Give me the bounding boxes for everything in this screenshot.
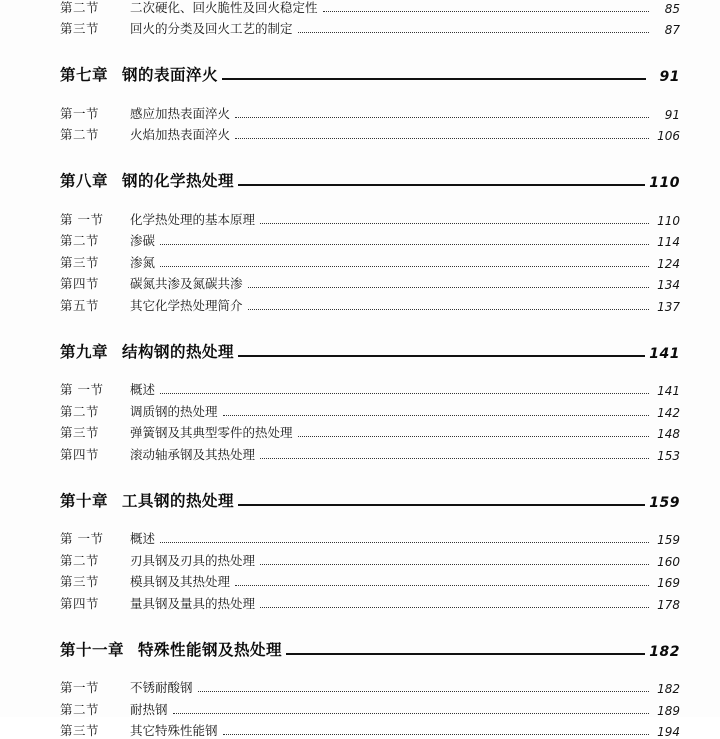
leader-dots <box>173 713 649 714</box>
leader-dots <box>235 585 649 586</box>
section-number: 第 一节 <box>60 210 122 228</box>
section-page: 153 <box>654 449 680 463</box>
section-title: 其它化学热处理简介 <box>130 296 243 314</box>
section-title: 渗碳 <box>130 231 155 249</box>
toc-section-row[interactable] <box>60 675 680 697</box>
section-number: 第四节 <box>60 274 122 292</box>
section-page: 106 <box>654 129 680 143</box>
leader-dots <box>223 734 649 735</box>
leader-rule <box>238 184 645 186</box>
chapter-page: 159 <box>649 495 680 511</box>
chapter-number: 第十章 <box>60 489 108 511</box>
section-number: 第二节 <box>60 0 122 16</box>
leader-rule <box>238 355 645 357</box>
section-page: 137 <box>654 300 680 314</box>
toc-section-row[interactable] <box>60 398 680 420</box>
section-title: 感应加热表面淬火 <box>130 104 230 122</box>
section-number: 第五节 <box>60 296 122 314</box>
chapter-page: 141 <box>649 346 680 362</box>
toc-section-row[interactable] <box>60 271 680 293</box>
leader-dots <box>323 11 649 12</box>
section-title: 调质钢的热处理 <box>130 402 218 420</box>
section-page: 110 <box>654 214 680 228</box>
section-title: 模具钢及其热处理 <box>130 572 230 590</box>
leader-dots <box>160 542 649 543</box>
section-title: 弹簧钢及其典型零件的热处理 <box>130 423 293 441</box>
section-number: 第四节 <box>60 594 122 612</box>
section-page: 114 <box>654 235 680 249</box>
section-page: 148 <box>654 427 680 441</box>
section-title: 滚动轴承钢及其热处理 <box>130 445 255 463</box>
section-number: 第三节 <box>60 721 122 739</box>
section-number: 第一节 <box>60 104 122 122</box>
spacer <box>60 191 680 206</box>
toc-partial-top-group <box>60 0 680 37</box>
spacer <box>60 85 680 100</box>
section-number: 第 一节 <box>60 529 122 547</box>
leader-rule <box>222 78 646 80</box>
toc-section-row[interactable] <box>60 206 680 228</box>
toc-chapter-row[interactable] <box>60 638 680 660</box>
chapter-page: 91 <box>650 69 680 85</box>
leader-dots <box>223 415 649 416</box>
section-number: 第三节 <box>60 253 122 271</box>
section-page: 85 <box>654 2 680 16</box>
section-page: 141 <box>654 384 680 398</box>
leader-dots <box>248 309 649 310</box>
section-number: 第三节 <box>60 19 122 37</box>
toc-chapter-group <box>60 489 680 612</box>
leader-dots <box>298 436 649 437</box>
chapter-title: 钢的化学热处理 <box>122 169 234 191</box>
toc-section-row[interactable] <box>60 249 680 271</box>
leader-dots <box>260 458 649 459</box>
toc-section-row[interactable] <box>60 292 680 314</box>
section-page: 169 <box>654 576 680 590</box>
chapter-number: 第八章 <box>60 169 108 191</box>
toc-section-row[interactable] <box>60 420 680 442</box>
leader-dots <box>260 223 649 224</box>
section-page: 178 <box>654 598 680 612</box>
toc-section-row[interactable] <box>60 100 680 122</box>
leader-dots <box>235 117 649 118</box>
section-number: 第二节 <box>60 125 122 143</box>
leader-dots <box>160 266 649 267</box>
section-page: 142 <box>654 406 680 420</box>
toc-chapter-group <box>60 340 680 463</box>
toc-section-row[interactable] <box>60 122 680 144</box>
section-number: 第 一节 <box>60 380 122 398</box>
section-page: 194 <box>654 725 680 739</box>
section-number: 第二节 <box>60 402 122 420</box>
spacer <box>60 511 680 526</box>
section-title: 渗氮 <box>130 253 155 271</box>
toc-chapter-row[interactable] <box>60 169 680 191</box>
toc-section-row[interactable] <box>60 377 680 399</box>
page-bottom-edge <box>0 717 720 721</box>
section-title: 概述 <box>130 380 155 398</box>
leader-dots <box>260 607 649 608</box>
toc-chapter-row[interactable] <box>60 63 680 85</box>
leader-dots <box>260 564 649 565</box>
chapter-number: 第九章 <box>60 340 108 362</box>
section-title: 火焰加热表面淬火 <box>130 125 230 143</box>
leader-rule <box>238 504 645 506</box>
section-number: 第一节 <box>60 678 122 696</box>
section-page: 124 <box>654 257 680 271</box>
section-title: 刃具钢及刃具的热处理 <box>130 551 255 569</box>
chapter-title: 钢的表面淬火 <box>122 63 218 85</box>
section-page: 159 <box>654 533 680 547</box>
spacer <box>60 362 680 377</box>
section-number: 第三节 <box>60 572 122 590</box>
section-page: 134 <box>654 278 680 292</box>
chapter-page: 182 <box>649 644 680 660</box>
section-title: 二次硬化、回火脆性及回火稳定性 <box>130 0 318 16</box>
toc-section-row[interactable] <box>60 547 680 569</box>
section-page: 91 <box>654 108 680 122</box>
toc-section-row[interactable] <box>60 696 680 718</box>
leader-dots <box>198 691 649 692</box>
toc-section-row[interactable] <box>60 228 680 250</box>
section-number: 第二节 <box>60 551 122 569</box>
spacer <box>60 660 680 675</box>
section-page: 182 <box>654 682 680 696</box>
toc-chapter-row[interactable] <box>60 340 680 362</box>
toc-section-row[interactable] <box>60 569 680 591</box>
toc-section-row[interactable] <box>60 590 680 612</box>
section-title: 不锈耐酸钢 <box>130 678 193 696</box>
chapter-number: 第七章 <box>60 63 108 85</box>
toc-chapter-row[interactable] <box>60 489 680 511</box>
section-number: 第四节 <box>60 445 122 463</box>
section-number: 第二节 <box>60 231 122 249</box>
toc-section-row[interactable] <box>60 16 680 38</box>
section-title: 其它特殊性能钢 <box>130 721 218 739</box>
section-title: 化学热处理的基本原理 <box>130 210 255 228</box>
chapter-title: 特殊性能钢及热处理 <box>138 638 282 660</box>
toc-chapter-group <box>60 169 680 314</box>
leader-dots <box>298 32 649 33</box>
section-number: 第三节 <box>60 423 122 441</box>
chapter-page: 110 <box>649 175 680 191</box>
section-page: 87 <box>654 23 680 37</box>
section-title: 量具钢及量具的热处理 <box>130 594 255 612</box>
toc-section-row[interactable] <box>60 0 680 16</box>
section-title: 碳氮共渗及氮碳共渗 <box>130 274 243 292</box>
chapter-title: 工具钢的热处理 <box>122 489 234 511</box>
toc-chapter-group <box>60 63 680 143</box>
leader-dots <box>160 393 649 394</box>
section-page: 189 <box>654 704 680 718</box>
chapter-number: 第十一章 <box>60 638 124 660</box>
leader-rule <box>286 653 645 655</box>
leader-dots <box>235 138 649 139</box>
section-title: 耐热钢 <box>130 700 168 718</box>
leader-dots <box>248 287 649 288</box>
toc-chapter-group <box>60 638 680 739</box>
section-page: 160 <box>654 555 680 569</box>
chapter-title: 结构钢的热处理 <box>122 340 234 362</box>
section-number: 第二节 <box>60 700 122 718</box>
toc-section-row[interactable] <box>60 441 680 463</box>
toc-section-row[interactable] <box>60 526 680 548</box>
section-title: 概述 <box>130 529 155 547</box>
leader-dots <box>160 244 649 245</box>
section-title: 回火的分类及回火工艺的制定 <box>130 19 293 37</box>
